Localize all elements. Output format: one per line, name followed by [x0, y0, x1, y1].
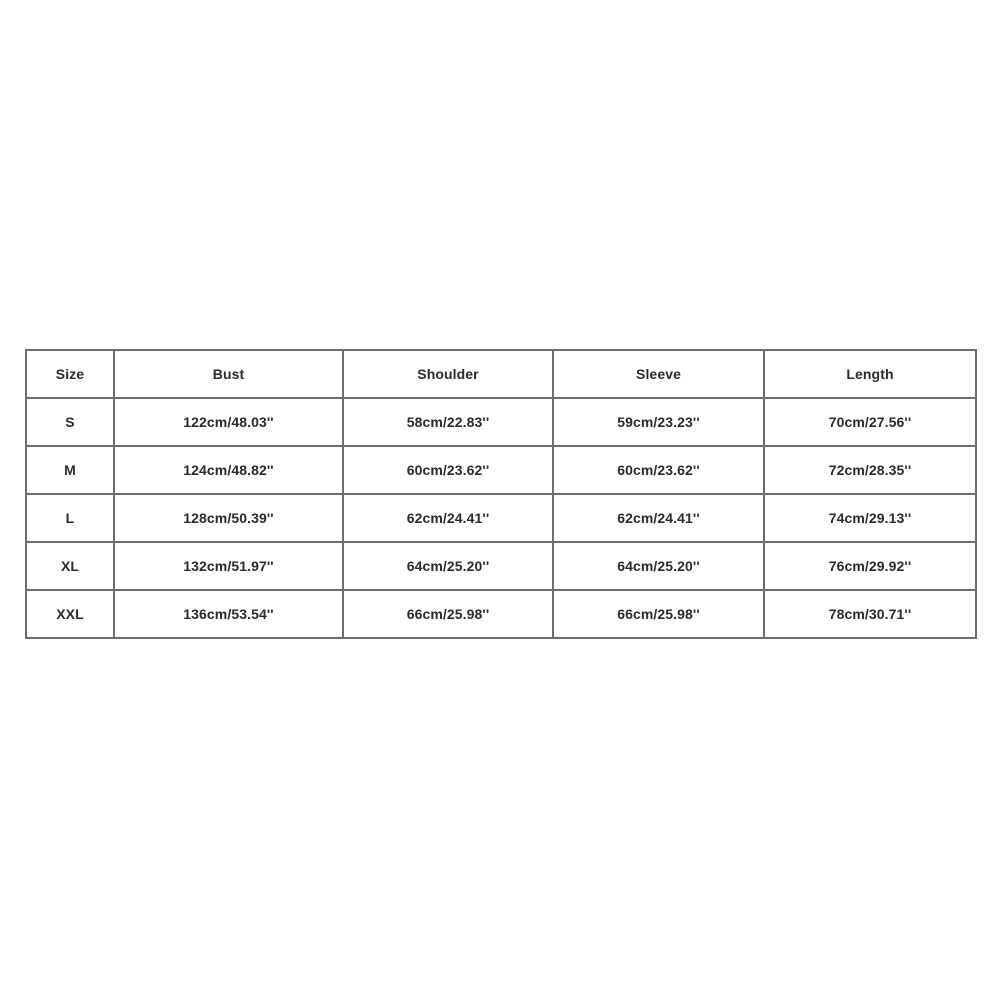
length-cell: 76cm/29.92''	[764, 542, 976, 590]
sleeve-cell: 60cm/23.62''	[553, 446, 764, 494]
sleeve-cell: 62cm/24.41''	[553, 494, 764, 542]
header-length: Length	[764, 350, 976, 398]
table-row	[26, 446, 976, 494]
header-shoulder: Shoulder	[343, 350, 553, 398]
table-row	[26, 590, 976, 638]
header-sleeve: Sleeve	[553, 350, 764, 398]
table-row	[26, 542, 976, 590]
table-header-row	[26, 350, 976, 398]
shoulder-cell: 62cm/24.41''	[343, 494, 553, 542]
shoulder-cell: 66cm/25.98''	[343, 590, 553, 638]
size-cell: XXL	[26, 590, 114, 638]
size-cell: M	[26, 446, 114, 494]
bust-cell: 136cm/53.54''	[114, 590, 343, 638]
size-chart-table	[25, 349, 977, 639]
length-cell: 72cm/28.35''	[764, 446, 976, 494]
size-cell: XL	[26, 542, 114, 590]
header-size: Size	[26, 350, 114, 398]
table-row	[26, 494, 976, 542]
bust-cell: 124cm/48.82''	[114, 446, 343, 494]
bust-cell: 132cm/51.97''	[114, 542, 343, 590]
shoulder-cell: 64cm/25.20''	[343, 542, 553, 590]
length-cell: 74cm/29.13''	[764, 494, 976, 542]
size-cell: S	[26, 398, 114, 446]
sleeve-cell: 66cm/25.98''	[553, 590, 764, 638]
shoulder-cell: 58cm/22.83''	[343, 398, 553, 446]
bust-cell: 128cm/50.39''	[114, 494, 343, 542]
size-cell: L	[26, 494, 114, 542]
sleeve-cell: 64cm/25.20''	[553, 542, 764, 590]
table-row	[26, 398, 976, 446]
length-cell: 70cm/27.56''	[764, 398, 976, 446]
sleeve-cell: 59cm/23.23''	[553, 398, 764, 446]
bust-cell: 122cm/48.03''	[114, 398, 343, 446]
shoulder-cell: 60cm/23.62''	[343, 446, 553, 494]
header-bust: Bust	[114, 350, 343, 398]
length-cell: 78cm/30.71''	[764, 590, 976, 638]
